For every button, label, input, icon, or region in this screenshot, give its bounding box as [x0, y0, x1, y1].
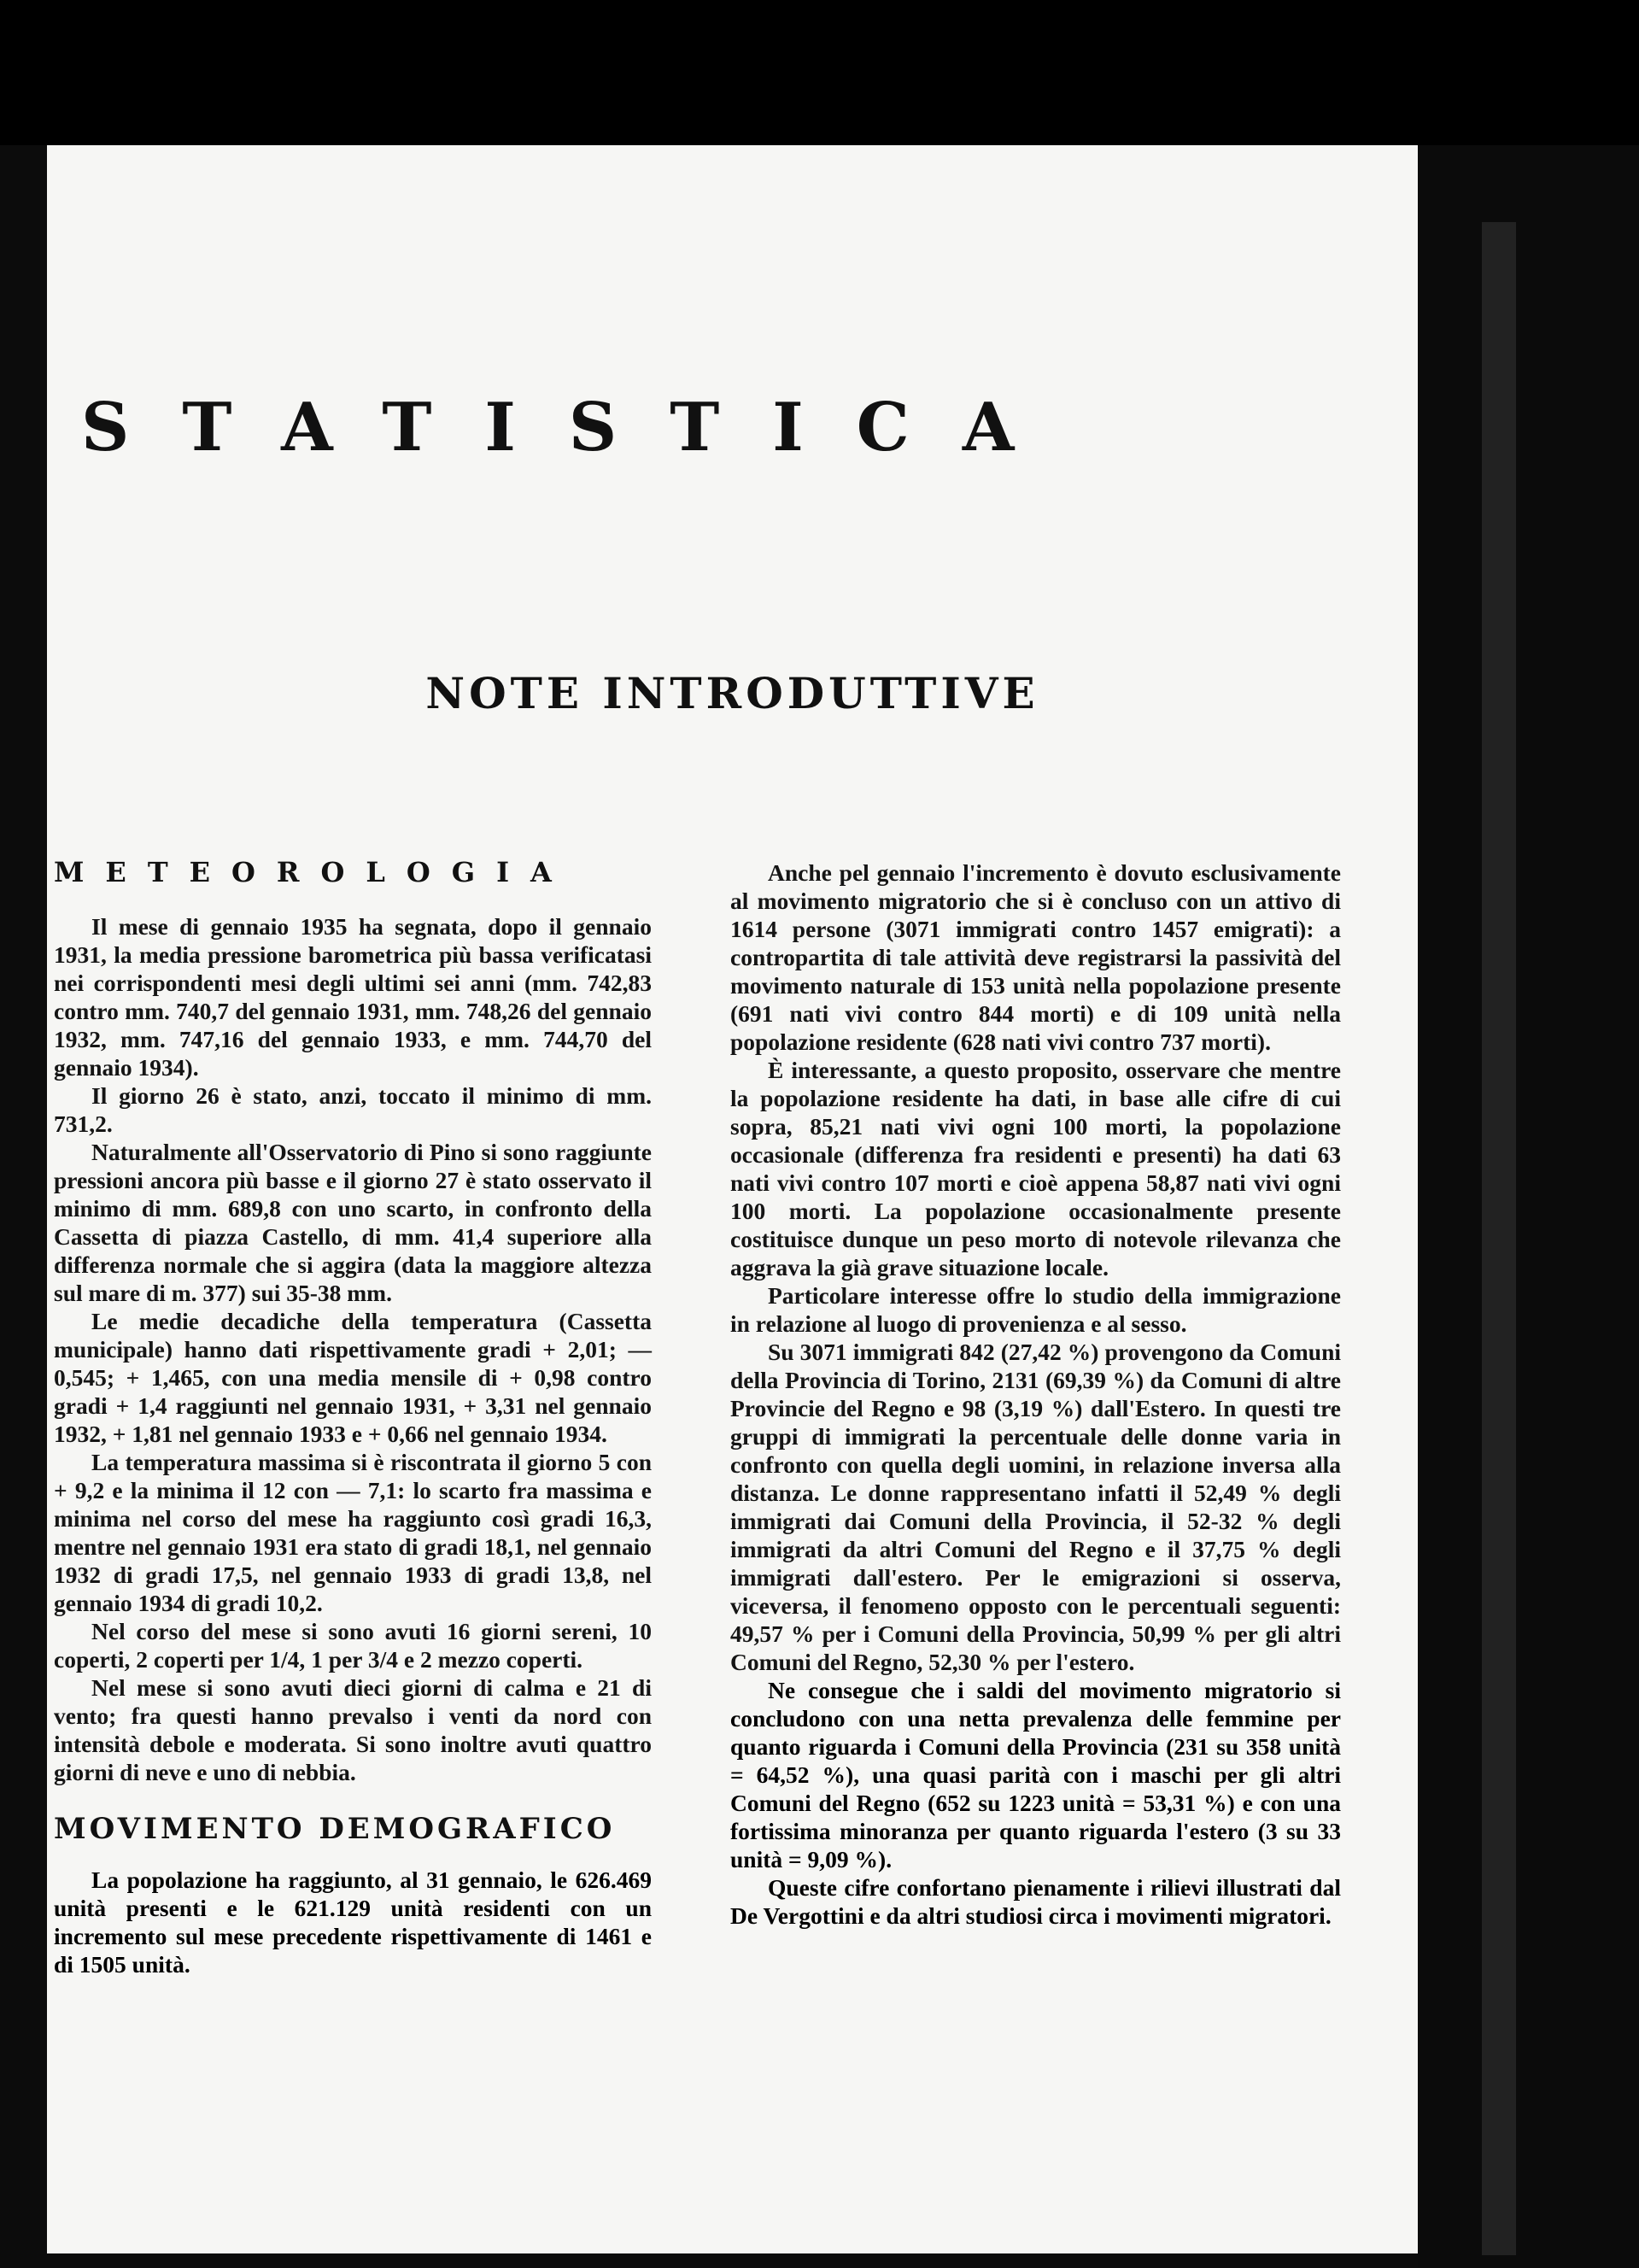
paragraph: Particolare interesse offre lo studio della immigrazione in relazione al luogo di provenienza e al sesso.: [730, 1282, 1341, 1337]
section-heading-meteorologia: METEOROLOGIA: [54, 856, 573, 888]
paragraph: Nel corso del mese si sono avuti 16 giorni sereni, 10 coperti, 2 coperti per 1/4, 1 per 3/4 e 2 mezzo coperti.: [54, 1618, 652, 1673]
paragraph: Naturalmente all'Osservatorio di Pino si sono raggiunte pressioni ancora più basse e il giorno 27 è stato osservato il minimo di mm. 689,8 con uno scarto, in confronto della Cassetta di piazza Castello, di mm. 41,4 superiore alla differenza normale che si aggira (data la maggiore altezza sul mare di m. 377) sui 35-38 mm.: [54, 1139, 652, 1306]
paragraph: Ne consegue che i saldi del movimento migratorio si concludono con una netta prevalenza delle femmine per quanto riguarda i Comuni della Provincia (231 su 358 unità = 64,52 %), una quasi parità con i maschi per gli altri Comuni del Regno (652 su 1223 unità = 53,31 %) e con una fortissima minoranza per quanto riguarda l'estero (3 su 33 unità = 9,09 %).: [730, 1677, 1341, 1872]
paragraph: È interessante, a questo proposito, osservare che mentre la popolazione residente ha dati, in base alle cifre di cui sopra, 85,21 nati vivi ogni 100 morti, la popolazione occasionale (differenza fra residenti e presenti) ha dati 63 nati vivi contro 107 morti e cioè appena 58,87 nati vivi ogni 100 morti. La popolazione occasionalmente presente costituisce dunque un peso morto di notevole rilevanza che aggrava la già grave situazione locale.: [730, 1057, 1341, 1281]
right-column: [730, 859, 1341, 1930]
paragraph: Il mese di gennaio 1935 ha segnata, dopo il gennaio 1931, la media pressione barometrica più bassa verificatasi nei corrispondenti mesi degli ultimi sei anni (mm. 742,83 contro mm. 740,7 del gennaio 1931, mm. 748,26 del gennaio 1932, mm. 747,16 del gennaio 1933, e mm. 744,70 del gennaio 1934).: [54, 913, 652, 1081]
paragraph: Nel mese si sono avuti dieci giorni di calma e 21 di vento; fra questi hanno prevalso i venti da nord con intensità debole e moderata. Si sono inoltre avuti quattro giorni di neve e uno di nebbia.: [54, 1674, 652, 1785]
scan-right-border: [1418, 145, 1639, 2268]
left-column: [54, 856, 652, 1978]
paragraph: Su 3071 immigrati 842 (27,42 %) provengono da Comuni della Provincia di Torino, 2131 (69,39 %) da Comuni di altre Provincie del Regno e 98 (3,19 %) dall'Estero. In questi tre gruppi di immigrati la percentuale delle donne varia in confronto con quella degli uomini, in relazione inversa alla distanza. Le donne rappresentano infatti il 52,49 % degli immigrati dai Comuni della Provincia, il 52-32 % degli immigrati da altri Comuni del Regno e il 37,75 % degli immigrati dall'estero. Per le emigrazioni si osserva, viceversa, il fenomeno opposto con le percentuali seguenti: 49,57 % per i Comuni della Provincia, 50,99 % per gli altri Comuni del Regno, 52,30 % per l'estero.: [730, 1339, 1341, 1675]
document-sheet: [47, 145, 1418, 2253]
paragraph: Queste cifre confortano pienamente i rilievi illustrati dal De Vergottini e da altri studiosi circa i movimenti migratori.: [730, 1874, 1341, 1929]
page-subtitle: NOTE INTRODUTTIVE: [425, 668, 1039, 718]
section-heading-movimento-demografico: MOVIMENTO DEMOGRAFICO: [54, 1812, 616, 1846]
paragraph: La popolazione ha raggiunto, al 31 gennaio, le 626.469 unità presenti e le 621.129 unità residenti con un incremento sul mese precedente rispettivamente di 1461 e di 1505 unità.: [54, 1867, 652, 1978]
paragraph: Anche pel gennaio l'incremento è dovuto esclusivamente al movimento migratorio che si è concluso con un attivo di 1614 persone (3071 immigrati contro 1457 emigrati): a contropartita di tale attività deve registrarsi la passività del movimento naturale di 153 unità nella popolazione presente (691 nati vivi contro 844 morti) e di 109 unità nella popolazione residente (628 nati vivi contro 737 morti).: [730, 859, 1341, 1055]
paragraph: Le medie decadiche della temperatura (Cassetta municipale) hanno dati rispettivamente gradi + 2,01; — 0,545; + 1,465, con una media mensile di + 0,98 contro gradi + 1,4 raggiunti nel gennaio 1931, + 3,31 nel gennaio 1932, + 1,81 nel gennaio 1933 e + 0,66 nel gennaio 1934.: [54, 1308, 652, 1447]
page-title: STATISTICA: [81, 389, 1068, 466]
scan-top-border: [0, 0, 1639, 145]
scan-bottom-border: [47, 2253, 1418, 2268]
paragraph: La temperatura massima si è riscontrata il giorno 5 con + 9,2 e la minima il 12 con — 7,1: lo scarto fra massima e minima nel corso del mese ha raggiunto così gradi 16,3, mentre nel gennaio 1931 era stato di gradi 18,1, nel gennaio 1932 di gradi 17,5, nel gennaio 1933 di gradi 13,8, nel gennaio 1934 di gradi 10,2.: [54, 1449, 652, 1616]
paragraph: Il giorno 26 è stato, anzi, toccato il minimo di mm. 731,2.: [54, 1082, 652, 1137]
scan-binding-strip: [1482, 222, 1516, 2255]
scan-left-border: [0, 145, 47, 2268]
